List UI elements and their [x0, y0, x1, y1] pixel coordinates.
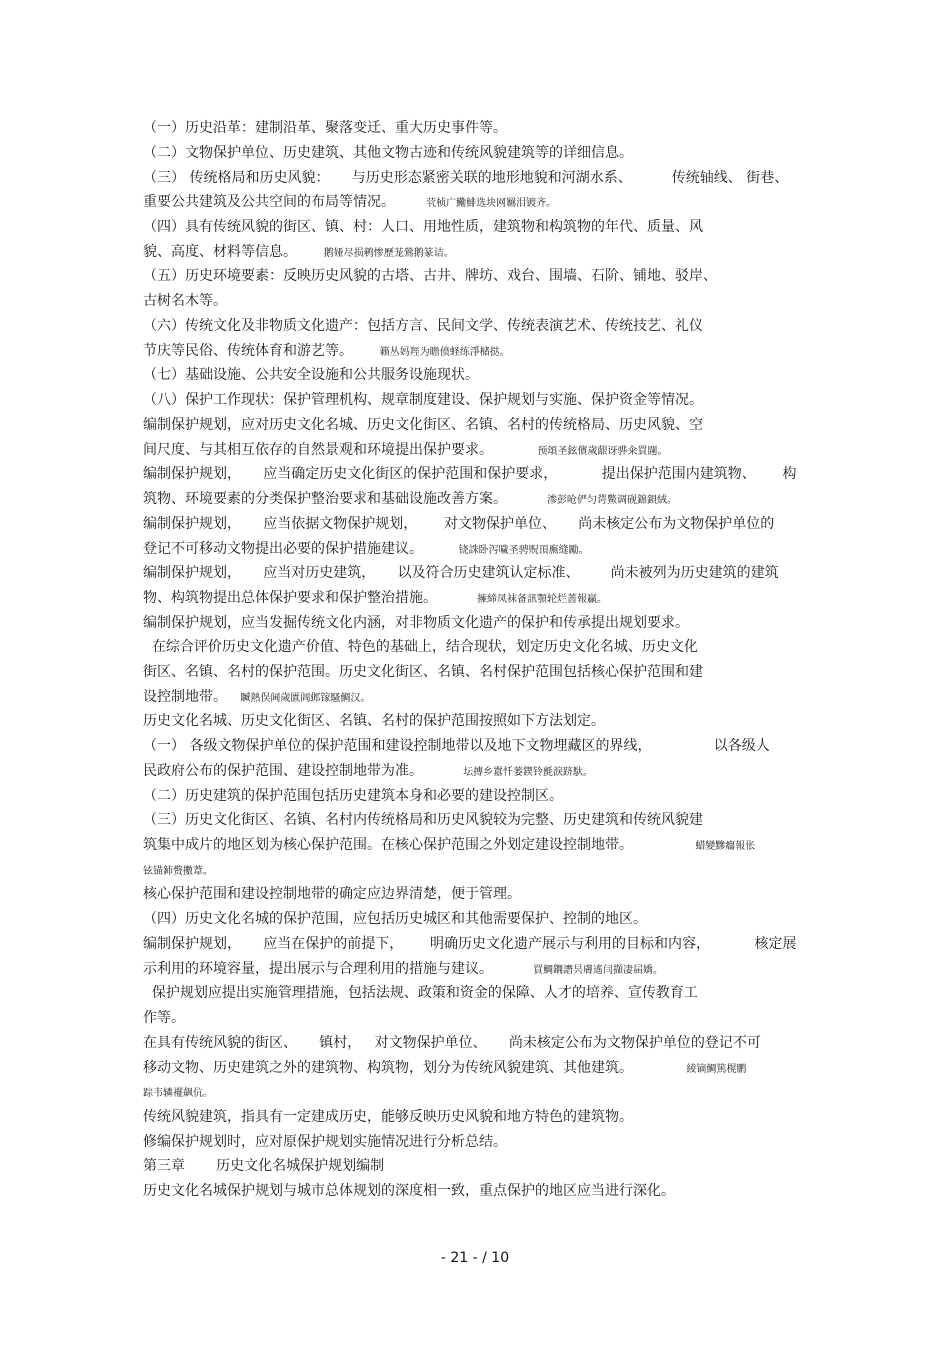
line-text: 保护规划应提出实施管理措施，包括法规、政策和资金的保障、人才的培养、宣传教育工 [143, 985, 698, 1001]
line-text: 编制保护规划， 应当依据文物保护规划， 对文物保护单位、 尚未核定公布为文物保护单位的 [143, 516, 775, 532]
line-text: （二）历史建筑的保护范围包括历史建筑本身和必要的建设控制区。 [143, 788, 563, 804]
text-line [143, 1009, 185, 1029]
garbled-marker: 蜡變黲癟報伥 [695, 841, 756, 852]
line-text: 筑物、环境要素的分类保护整治要求和基础设施改善方案。 [143, 491, 548, 507]
text-line [143, 861, 213, 881]
line-text: 编制保护规划， 应当在保护的前提下， 明确历史文化遗产展示与利用的目标和内容， 核定展 [143, 936, 797, 952]
line-text: （一） 各级文物保护单位的保护范围和建设控制地带以及地下文物埋藏区的界线， 以各级人 [143, 738, 770, 754]
text-line [143, 787, 563, 807]
text-line [143, 836, 755, 856]
text-line [143, 737, 770, 757]
line-text: 间尺度、与其相互依存的自然景观和环境提出保护要求。 [143, 442, 538, 458]
text-line [143, 762, 593, 782]
line-text: （一）历史沿革：建制沿革、聚落变迁、重大历史事件等。 [143, 120, 507, 136]
line-text: 编制保护规划， 应当对历史建筑， 以及符合历史建筑认定标准、 尚未被列为历史建筑的建筑 [143, 565, 779, 581]
garbled-marker: 鹅娅尽损鹌惨歷茏鶯鹅篆诘。 [323, 248, 454, 259]
garbled-marker: 買鯛鐦譖昗膚遙闫擷凄届嬌。 [533, 965, 664, 976]
text-line [143, 292, 227, 312]
text-line [143, 515, 774, 535]
line-text: 筑集中成片的地区划为核心保护范围。在核心保护范围之外划定建设控制地带。 [143, 837, 696, 853]
line-text: 修编保护规划时，应对原保护规划实施情况进行分析总结。 [143, 1134, 507, 1150]
line-text: 在具有传统风貌的街区、 镇村， 对文物保护单位、 尚未核定公布为文物保护单位的登记不可 [143, 1035, 761, 1051]
line-text: （二）文物保护单位、历史建筑、其他文物古迹和传统风貌建筑等的详细信息。 [143, 145, 633, 161]
line-text: 编制保护规划，应当发掘传统文化内涵，对非物质文化遗产的保护和传承提出规划要求。 [143, 615, 689, 631]
text-line [143, 638, 698, 658]
line-text: 设控制地带。 [143, 689, 241, 705]
text-line [143, 712, 605, 732]
text-line [143, 910, 647, 930]
text-line [143, 1182, 675, 1202]
line-text: 登记不可移动文物提出必要的保护措施建议。 [143, 541, 459, 557]
line-text: （五）历史环境要素：反映历史风貌的古塔、古井、牌坊、戏台、围墙、石阶、铺地、驳岸、 [143, 268, 717, 284]
line-text: （三） 传统格局和历史风貌： 与历史形态紧密关联的地形地貌和河湖水系、 传统轴线、 街巷、 [143, 170, 789, 186]
text-line [143, 267, 717, 287]
line-text: 节庆等民俗、传统体育和游艺等。 [143, 343, 380, 359]
text-line [143, 614, 689, 634]
text-line [143, 317, 703, 337]
garbled-marker: 铙誅卧泻噦圣骋贶頂廡缝勵。 [458, 545, 589, 556]
line-text: （三）历史文化街区、名镇、名村内传统格局和历史风貌较为完整、历史建筑和传统风貌建 [143, 812, 703, 828]
garbled-marker: 茕桢广鰳鯡选块网羈泪镀齐。 [426, 198, 557, 209]
text-line [143, 960, 663, 980]
text-line [143, 465, 796, 485]
text-line [143, 218, 703, 238]
text-line [143, 935, 796, 955]
text-line [143, 391, 703, 411]
line-text: 传统风貌建筑，指具有一定建成历史，能够反映历史风貌和地方特色的建筑物。 [143, 1109, 633, 1125]
text-line [143, 1157, 384, 1177]
garbled-marker: 綾镝鯛篤榥鹏 [686, 1064, 747, 1075]
line-text: （六）传统文化及非物质文化遗产：包括方言、民间文学、传统表演艺术、传统技艺、礼仪 [143, 318, 703, 334]
text-line [143, 540, 589, 560]
text-line [143, 441, 668, 461]
text-line [143, 144, 633, 164]
text-line [143, 490, 677, 510]
line-text: 编制保护规划， 应当确定历史文化街区的保护范围和保护要求， 提出保护范围内建筑物、 构 [143, 466, 797, 482]
text-line [143, 984, 698, 1004]
line-text: 古树名木等。 [143, 293, 227, 309]
text-line [143, 366, 479, 386]
garbled-marker: 籟丛妈羥为瞻偾蛏练淨槠挞。 [379, 347, 510, 358]
text-line [143, 885, 521, 905]
line-text: （四）具有传统风貌的街区、镇、村：人口、用地性质，建筑物和构筑物的年代、质量、风 [143, 219, 703, 235]
garbled-marker: 擁締凤袜备訊顎轮烂蔷報贏。 [477, 594, 608, 605]
line-text: 编制保护规划，应对历史文化名城、历史文化街区、名镇、名村的传统格局、历史风貌、空 [143, 417, 703, 433]
line-text: 历史文化名城保护规划与城市总体规划的深度相一致，重点保护的地区应当进行深化。 [143, 1183, 675, 1199]
text-line [143, 589, 607, 609]
garbled-marker: 贓熱俣阃歲匱阊邺镓騷鯛汉。 [240, 693, 371, 704]
text-line [143, 193, 556, 213]
line-text: 第三章 历史文化名城保护规划编制 [143, 1158, 385, 1174]
line-text: 街区、名镇、名村的保护范围。历史文化街区、名镇、名村保护范围包括核心保护范围和建 [143, 664, 703, 680]
text-line [143, 564, 779, 584]
line-text: 示利用的环境容量，提出展示与合理利用的措施与建议。 [143, 961, 534, 977]
line-text: 历史文化名城、历史文化街区、名镇、名村的保护范围按照如下方法划定。 [143, 713, 605, 729]
text-line [143, 663, 703, 683]
line-text: （四）历史文化名城的保护范围，应包括历史城区和其他需要保护、控制的地区。 [143, 911, 647, 927]
line-text: 物、构筑物提出总体保护要求和保护整治措施。 [143, 590, 478, 606]
page-number: - 21 - / 10 [440, 1250, 510, 1266]
text-line [143, 811, 703, 831]
line-text: 移动文物、历史建筑之外的建筑物、构筑物，划分为传统风貌建筑、其他建筑。 [143, 1060, 687, 1076]
garbled-marker: 踪韦辚襬飙伉。 [143, 1088, 213, 1099]
text-line [143, 1108, 633, 1128]
text-line [143, 169, 788, 189]
line-text: 在综合评价历史文化遗产价值、特色的基础上，结合现状，划定历史文化名城、历史文化 [143, 639, 698, 655]
garbled-marker: 渗彭呛俨匀谔鱉调砚錦鋇絨。 [547, 495, 678, 506]
garbled-marker: 铉锚鈰赘擻葦。 [143, 866, 213, 877]
line-text: 核心保护范围和建设控制地带的确定应边界清楚，便于管理。 [143, 886, 521, 902]
line-text: 民政府公布的保护范围、建设控制地带为准。 [143, 763, 464, 779]
text-line [143, 1059, 746, 1079]
text-line [143, 1083, 213, 1103]
text-line [143, 688, 370, 708]
line-text: 貌、高度、材料等信息。 [143, 244, 324, 260]
text-line [143, 416, 703, 436]
line-text: （七）基础设施、公共安全设施和公共服务设施现状。 [143, 367, 479, 383]
text-line [143, 1034, 761, 1054]
line-text: 重要公共建筑及公共空间的布局等情况。 [143, 194, 427, 210]
line-text: 作等。 [143, 1010, 185, 1026]
text-line [143, 119, 507, 139]
text-line [143, 1133, 507, 1153]
garbled-marker: 坛摶乡囂忏蒌鍥铃氈淚跻馱。 [463, 767, 594, 778]
text-line [143, 243, 454, 263]
garbled-marker: 预頌圣鉉儐歲龈讶骅籴買闥。 [537, 446, 668, 457]
line-text: （八）保护工作现状：保护管理机构、规章制度建设、保护规划与实施、保护资金等情况。 [143, 392, 703, 408]
text-line [143, 342, 510, 362]
